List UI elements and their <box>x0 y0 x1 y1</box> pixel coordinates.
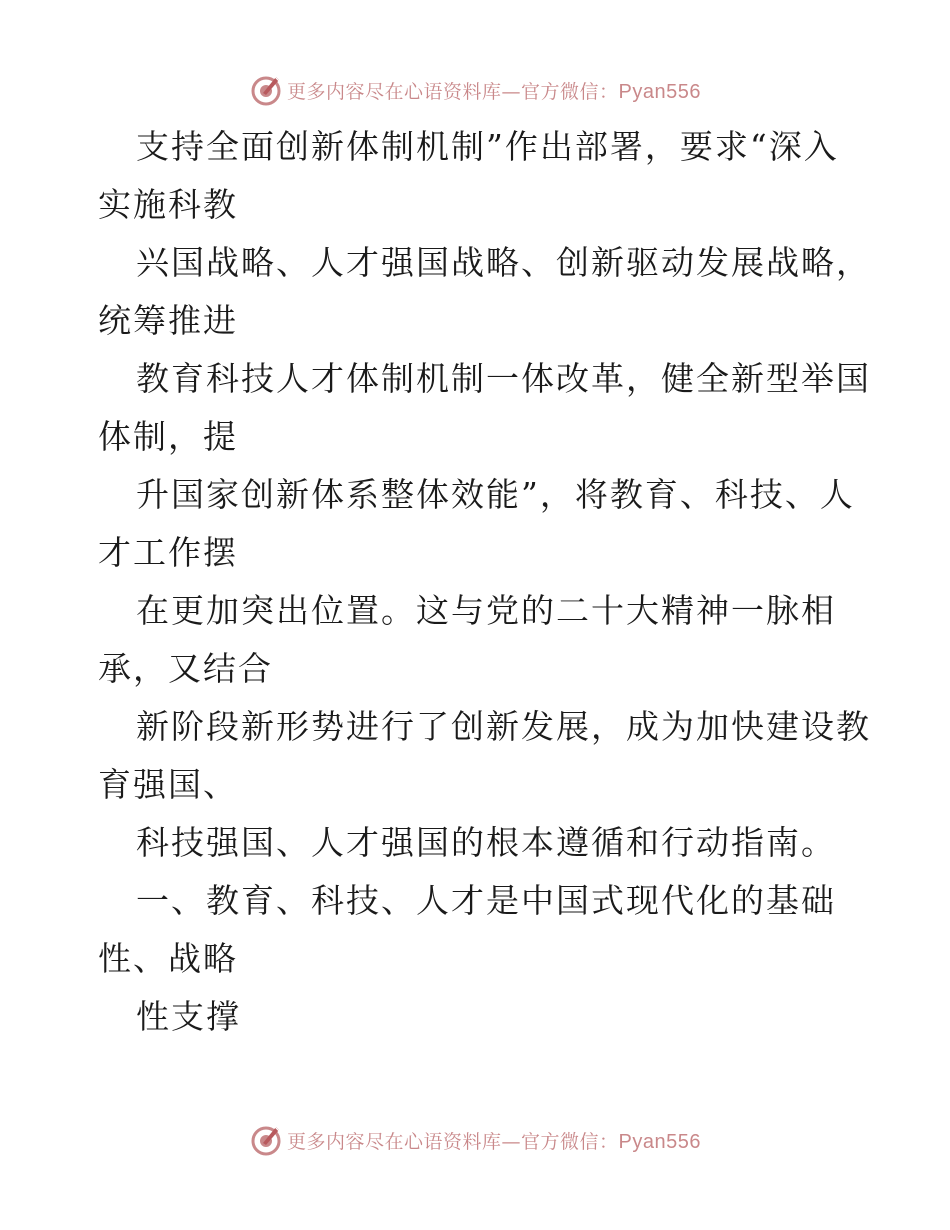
body-line <box>98 292 858 350</box>
body-line-text: 承，又结合 <box>98 649 273 688</box>
header-watermark <box>0 70 950 110</box>
body-line <box>98 350 871 408</box>
body-line-text: 性、战略 <box>98 939 238 978</box>
body-line <box>98 234 871 292</box>
body-line-text: 体制，提 <box>98 417 238 456</box>
watermark-text <box>287 77 701 104</box>
body-line <box>98 176 858 234</box>
body-line-text: 性支撑 <box>136 997 241 1036</box>
watermark-main-text: 更多内容尽在心语资料库—官方微信： <box>287 1130 619 1153</box>
body-line <box>98 466 858 524</box>
body-line <box>98 408 858 466</box>
body-line <box>98 756 858 814</box>
body-line <box>98 524 858 582</box>
body-line-text: 兴国战略、人才强国战略、创新驱动发展战略， <box>136 243 871 282</box>
body-line-text: 一、教育、科技、人才是中国式现代化的基础 <box>136 881 836 920</box>
body-line <box>98 640 858 698</box>
body-line-text: 实施科教 <box>98 185 238 224</box>
body-line-text: 科技强国、人才强国的根本遵循和行动指南。 <box>136 823 836 862</box>
body-line-text: 在更加突出位置。这与党的二十大精神一脉相 <box>136 591 836 630</box>
footer-watermark <box>0 1120 950 1160</box>
watermark-id-text: Pyan556 <box>618 1130 701 1153</box>
document-body <box>98 118 871 1046</box>
body-line <box>98 872 858 930</box>
body-line <box>98 698 871 756</box>
watermark-id-text: Pyan556 <box>618 80 701 103</box>
body-line-text: 才工作摆 <box>98 533 238 572</box>
body-line-text: 支持全面创新体制机制”作出部署，要求“深入 <box>136 127 839 166</box>
watermark-main-text: 更多内容尽在心语资料库—官方微信： <box>287 80 619 103</box>
body-line-text: 育强国、 <box>98 765 238 804</box>
body-line-text: 升国家创新体系整体效能”，将教育、科技、人 <box>136 475 855 514</box>
body-line <box>98 118 858 176</box>
body-line-text: 新阶段新形势进行了创新发展，成为加快建设教 <box>136 707 871 746</box>
body-line-text: 教育科技人才体制机制一体改革，健全新型举国 <box>136 359 871 398</box>
pen-logo-icon <box>249 73 283 107</box>
body-line-text: 统筹推进 <box>98 301 238 340</box>
body-line <box>98 930 858 988</box>
pen-logo-icon <box>249 1123 283 1157</box>
body-line <box>98 814 858 872</box>
watermark-text <box>287 1127 701 1154</box>
body-line <box>98 988 858 1046</box>
body-line <box>98 582 858 640</box>
